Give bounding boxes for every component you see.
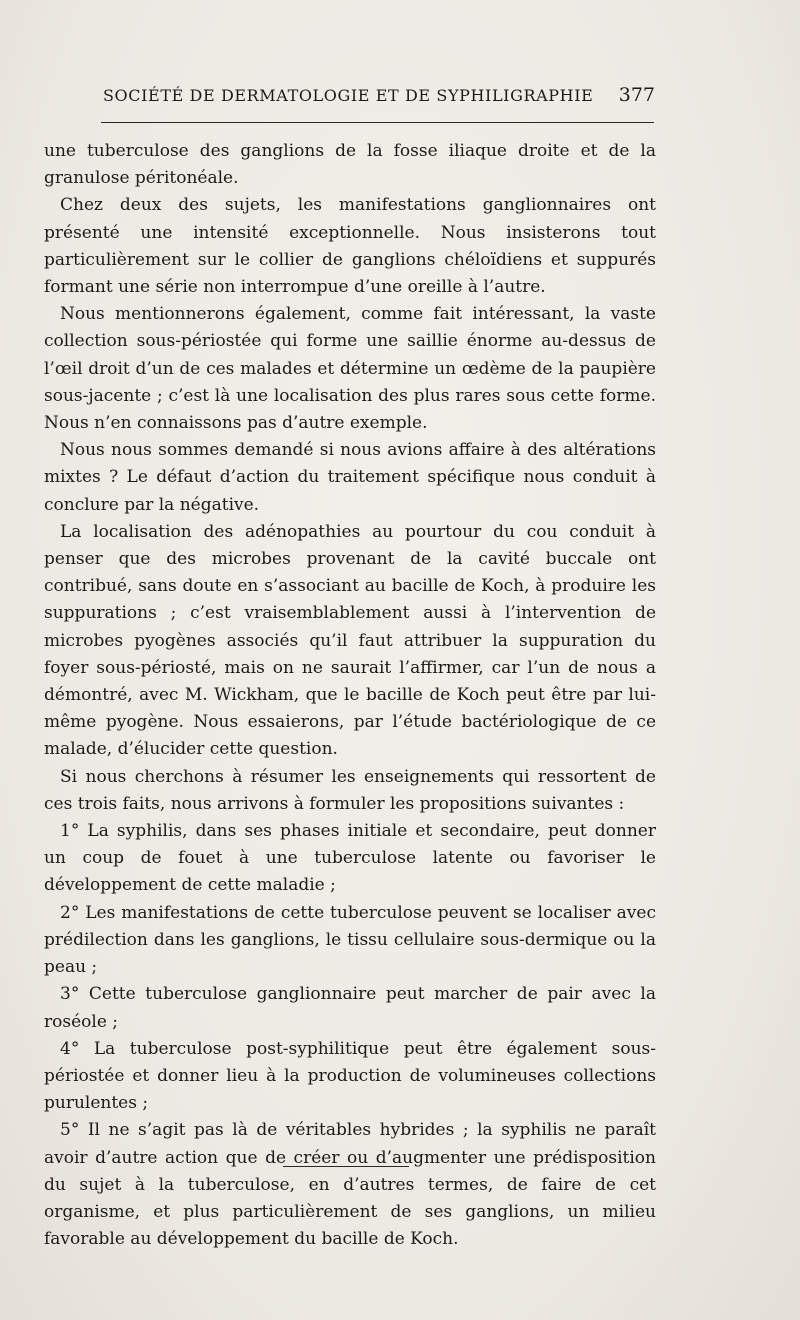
paragraph: Nous mentionnerons également, comme fait intéressant, la vaste collection sous-périostée qui forme une saillie énorme au-dessus de l’œil droit d’un de ces malades et détermine un œdème de la paupière sous-jacente ; c’est là une localisation des plus rares sous cette forme. Nous n’en connaissons pas d’autre exemple. bbox=[44, 304, 656, 434]
page-header bbox=[103, 84, 655, 114]
paragraph: La localisation des adénopathies au pourtour du cou conduit à penser que des microbes provenant de la cavité buccale ont contribué, sans doute en s’associant au bacille de Koch, à produire les suppurations ; c’est vraisemblablement aussi à l’intervention de microbes pyogènes associés qu’il faut attribuer la suppuration du foyer sous-périosté, mais on ne saurait l’affirmer, car l’un de nous a démontré, avec M. Wickham, que le bacille de Koch peut être par lui-même pyogène. Nous essaierons, par l’étude bactériologique de ce malade, d’élucider cette question. bbox=[44, 521, 656, 760]
proposition-item: 2° Les manifestations de cette tuberculose peuvent se localiser avec prédilection dans les ganglions, le tissu cellulaire sous-dermique ou la peau ; bbox=[44, 902, 656, 978]
proposition-item: 3° Cette tuberculose ganglionnaire peut marcher de pair avec la roséole ; bbox=[44, 984, 656, 1032]
page-number: 377 bbox=[618, 84, 655, 106]
paragraph: Si nous cherchons à résumer les enseignements qui ressortent de ces trois faits, nous arrivons à formuler les propositions suivantes : bbox=[44, 766, 656, 814]
proposition-item: 4° La tuberculose post-syphilitique peut être également sous-périostée et donner lieu à la production de volumineuses collections purulentes ; bbox=[44, 1038, 656, 1114]
body-text bbox=[44, 138, 656, 1253]
header-rule bbox=[101, 122, 654, 123]
proposition-item: 5° Il ne s’agit pas là de véritables hybrides ; la syphilis ne paraît avoir d’autre action que de créer ou d’augmenter une prédisposition du sujet à la tuberculose, en d’autres termes, de faire de cet organisme, et plus particulièrement de ses ganglions, un milieu favorable au développement du bacille de Koch. bbox=[44, 1120, 656, 1250]
proposition-item: 1° La syphilis, dans ses phases initiale et secondaire, peut donner un coup de fouet à une tuberculose latente ou favoriser le développement de cette maladie ; bbox=[44, 821, 656, 896]
paragraph: une tuberculose des ganglions de la fosse iliaque droite et de la granulose péritonéale. bbox=[44, 141, 656, 189]
running-title: SOCIÉTÉ DE DERMATOLOGIE ET DE SYPHILIGRAPHIE bbox=[103, 86, 594, 105]
paragraph: Chez deux des sujets, les manifestations ganglionnaires ont présenté une intensité exceptionnelle. Nous insisterons tout particulièrement sur le collier de ganglions chéloïdiens et suppurés formant une série non interrompue d’une oreille à l’autre. bbox=[44, 195, 656, 298]
end-rule bbox=[283, 1166, 409, 1167]
paragraph: Nous nous sommes demandé si nous avions affaire à des altérations mixtes ? Le défaut d’action du traitement spécifique nous conduit à conclure par la négative. bbox=[44, 440, 656, 515]
